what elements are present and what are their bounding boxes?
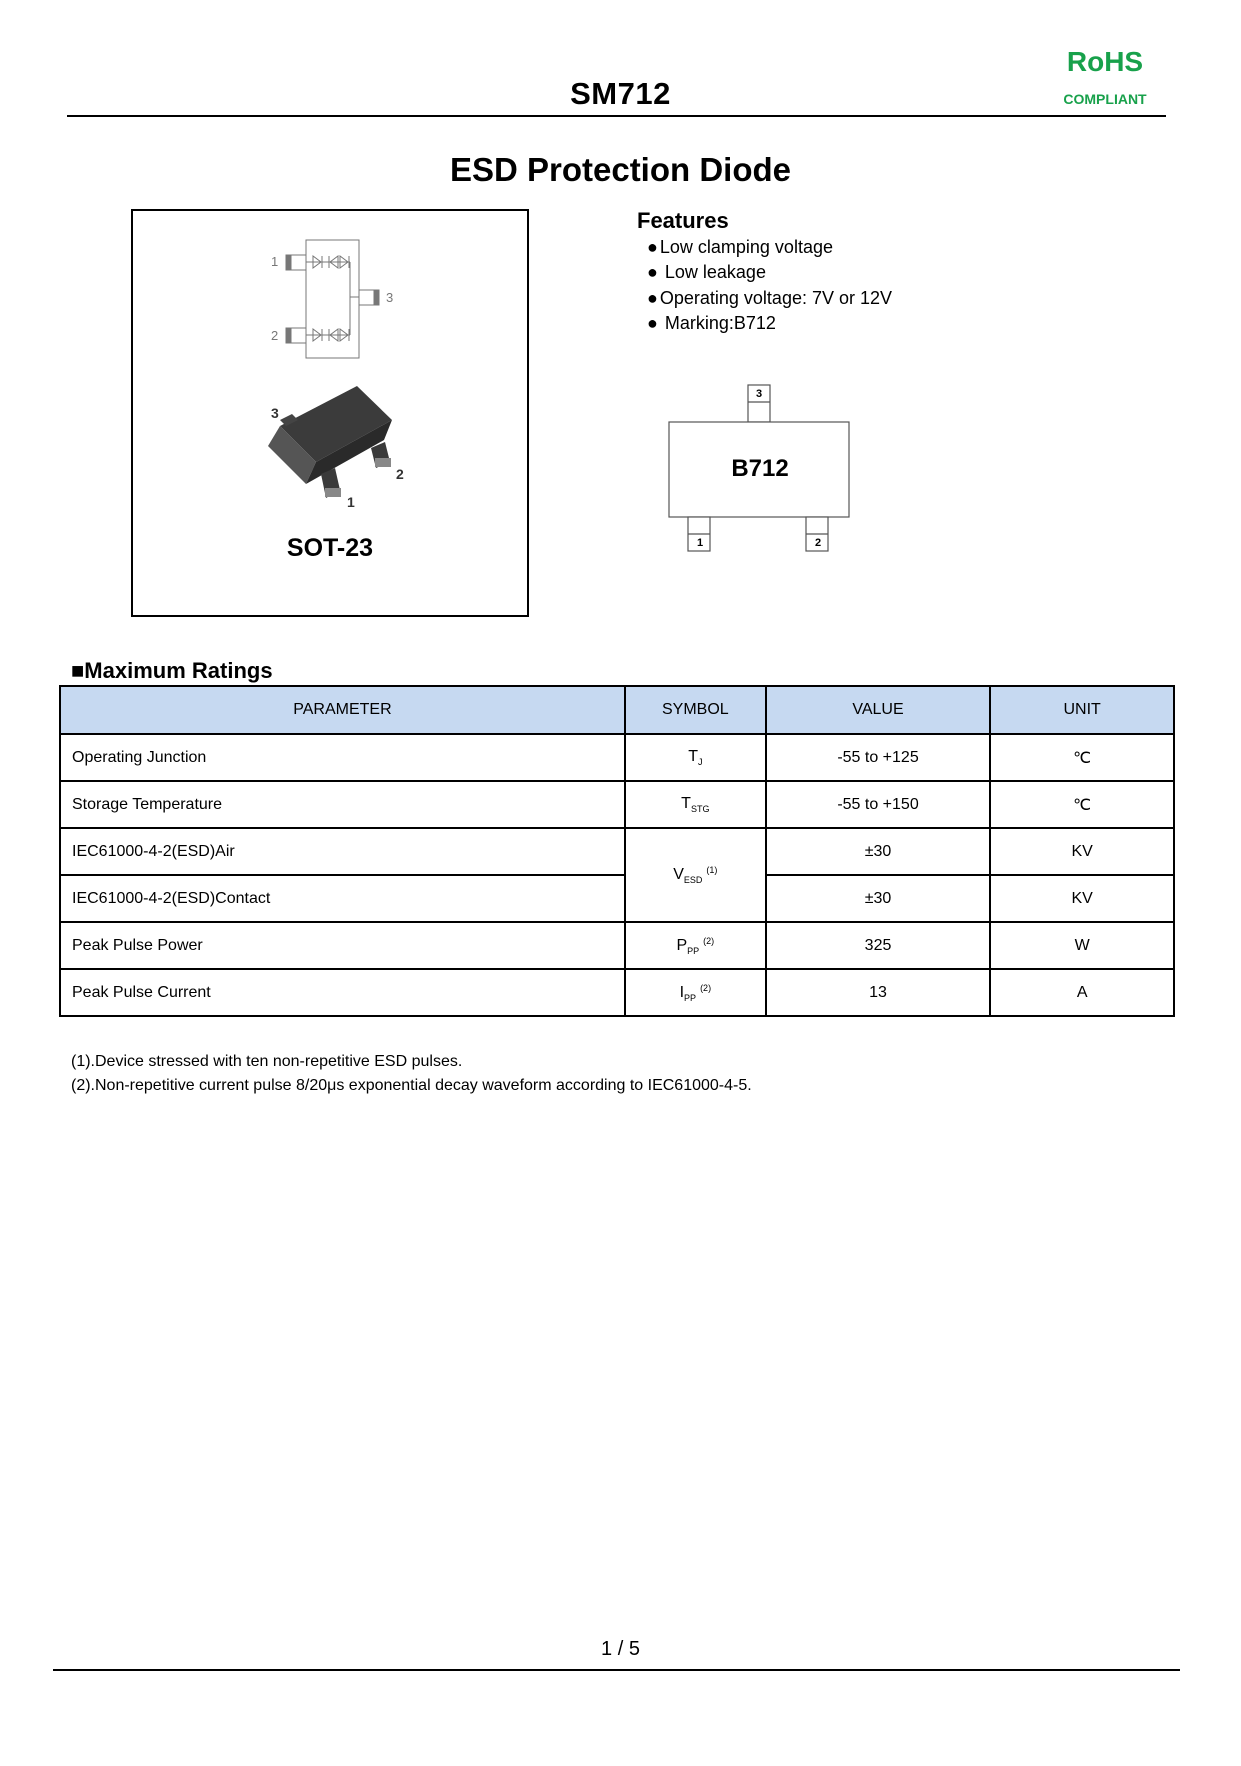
value-cell: 13 xyxy=(766,969,991,1016)
footnote-2: (2).Non-repetitive current pulse 8/20μs exponential decay waveform according to IEC61000-4-5. xyxy=(71,1077,752,1094)
package-pin-2: 2 xyxy=(396,466,404,482)
document-title: ESD Protection Diode xyxy=(449,151,792,188)
part-number-title: SM712 xyxy=(570,76,671,111)
table-row xyxy=(60,828,1174,875)
unit-cell: A xyxy=(990,969,1174,1016)
parameter-cell: IEC61000-4-2(ESD)Contact xyxy=(60,875,625,922)
value-cell: ±30 xyxy=(766,875,991,922)
package-pin-1: 1 xyxy=(347,494,355,510)
unit-cell: KV xyxy=(990,875,1174,922)
feature-item: ● Low leakage xyxy=(647,262,766,282)
unit-cell: ℃ xyxy=(990,781,1174,828)
value-cell: -55 to +150 xyxy=(766,781,991,828)
value-cell: 325 xyxy=(766,922,991,969)
unit-cell: KV xyxy=(990,828,1174,875)
feature-item: ● Marking:B712 xyxy=(647,313,776,333)
unit-cell: W xyxy=(990,922,1174,969)
table-row xyxy=(60,781,1174,828)
package-pin-3: 3 xyxy=(271,405,279,421)
schematic-pin-2: 2 xyxy=(271,328,279,343)
parameter-cell: Storage Temperature xyxy=(60,781,625,828)
column-header: PARAMETER xyxy=(60,686,625,734)
symbol-cell: $P_{PP}^{(2)}$ xyxy=(625,922,766,969)
parameter-cell: Operating Junction xyxy=(60,734,625,781)
symbol-cell: $T_J$ xyxy=(625,734,766,781)
table-row xyxy=(60,734,1174,781)
table-row xyxy=(60,922,1174,969)
symbol-cell: $I_{PP}^{(2)}$ xyxy=(625,969,766,1016)
sot23-package-icon xyxy=(268,386,392,498)
feature-item: ● Operating voltage: 7V or 12V xyxy=(647,288,893,308)
marking-pin-3: 3 xyxy=(755,388,763,400)
table-row xyxy=(60,875,1174,922)
footer-divider xyxy=(53,1669,1180,1671)
package-name: SOT-23 xyxy=(286,534,374,562)
parameter-cell: Peak Pulse Power xyxy=(60,922,625,969)
feature-item: ● Low clamping voltage xyxy=(647,237,833,257)
footnote-1: (1).Device stressed with ten non-repetitive ESD pulses. xyxy=(71,1053,463,1070)
unit-cell: ℃ xyxy=(990,734,1174,781)
value-cell: ±30 xyxy=(766,828,991,875)
parameter-cell: Peak Pulse Current xyxy=(60,969,625,1016)
column-header: VALUE xyxy=(766,686,991,734)
symbol-cell: $T_{STG}$ xyxy=(625,781,766,828)
table-row xyxy=(60,969,1174,1016)
features-title: Features xyxy=(637,208,729,233)
schematic-pin-3: 3 xyxy=(386,290,394,305)
value-cell: -55 to +125 xyxy=(766,734,991,781)
symbol-cell: $V_{ESD}^{(1)}$ xyxy=(625,828,766,922)
parameter-cell: IEC61000-4-2(ESD)Air xyxy=(60,828,625,875)
table-header-row xyxy=(60,686,1174,734)
marking-pin-1: 1 xyxy=(696,537,704,549)
diode-schematic xyxy=(286,240,379,358)
schematic-pin-1: 1 xyxy=(271,254,279,269)
package-illustration xyxy=(0,0,560,620)
marking-code: B712 xyxy=(731,455,789,482)
ratings-table xyxy=(59,685,1175,1017)
ratings-section-title: ■Maximum Ratings xyxy=(71,658,273,683)
rohs-compliant-label: COMPLIANT xyxy=(1063,91,1147,107)
rohs-logo: RoHS xyxy=(1066,46,1144,77)
column-header: SYMBOL xyxy=(625,686,766,734)
column-header: UNIT xyxy=(990,686,1174,734)
page-number: 1 / 5 xyxy=(601,1638,640,1660)
marking-pin-2: 2 xyxy=(814,537,822,549)
